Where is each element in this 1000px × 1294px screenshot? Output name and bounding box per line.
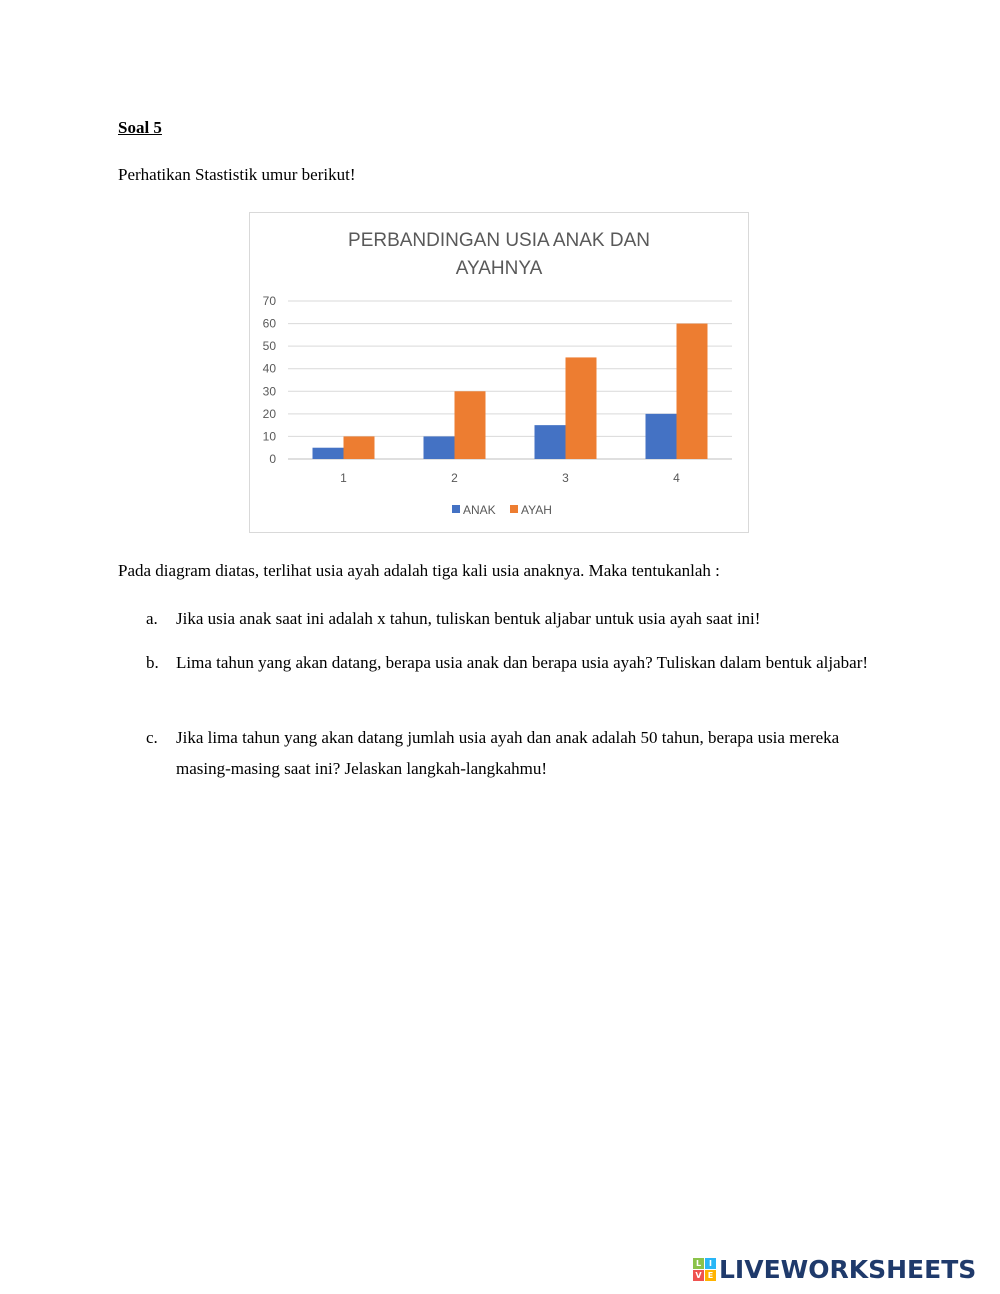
item-text: Jika lima tahun yang akan datang jumlah usia ayah dan anak adalah 50 tahun, berapa usia mereka masing-masing saat ini? Jelaskan langkah-langkahmu! [176, 728, 840, 778]
intro-text: Perhatikan Stastistik umur berikut! [118, 165, 356, 184]
logo-text: LIVEWORKSHEETS [719, 1254, 977, 1284]
legend-label-anak: ANAK [463, 503, 496, 517]
x-tick-label: 1 [340, 471, 347, 485]
y-tick-label: 20 [262, 406, 276, 421]
chart-canvas [250, 213, 748, 532]
chart-title: AYAHNYA [455, 258, 543, 279]
item-letter: c. [146, 728, 158, 747]
legend-swatch-ayah [510, 505, 518, 513]
y-tick-label: 70 [262, 294, 276, 308]
logo-mark-tile: L [693, 1258, 704, 1269]
item-letter: a. [146, 609, 158, 628]
bar-anak [424, 436, 455, 459]
liveworksheets-logo-icon [693, 1258, 716, 1281]
item-text: Jika usia anak saat ini adalah x tahun, tuliskan bentuk aljabar untuk usia ayah saat ini! [176, 609, 761, 628]
x-tick-label: 2 [451, 471, 458, 485]
liveworksheets-logo [693, 1256, 976, 1282]
bar-ayah [566, 357, 597, 459]
bar-ayah [677, 324, 708, 459]
logo-mark-tile: V [693, 1270, 704, 1281]
legend-label-ayah: AYAH [521, 503, 552, 517]
logo-mark-tile: I [705, 1258, 716, 1269]
chart-title: PERBANDINGAN USIA ANAK DAN [348, 230, 650, 251]
bar-ayah [344, 436, 375, 459]
x-tick-label: 3 [562, 471, 569, 485]
bar-anak [646, 414, 677, 459]
legend-swatch-anak [452, 505, 460, 513]
y-tick-label: 40 [262, 361, 276, 376]
item-letter: b. [146, 653, 159, 672]
y-tick-label: 50 [262, 339, 276, 354]
y-tick-label: 30 [262, 384, 276, 399]
item-text: Lima tahun yang akan datang, berapa usia anak dan berapa usia ayah? Tuliskan dalam bentuk aljabar! [176, 653, 869, 672]
x-tick-label: 4 [673, 471, 680, 485]
bar-anak [313, 448, 344, 459]
exercise-heading: Soal 5 [118, 118, 162, 137]
y-tick-label: 0 [269, 452, 276, 466]
y-tick-label: 60 [262, 316, 276, 331]
logo-mark-tile: E [705, 1270, 716, 1281]
bar-ayah [455, 391, 486, 459]
question-text: Pada diagram diatas, terlihat usia ayah adalah tiga kali usia anaknya. Maka tentukanlah : [118, 561, 720, 580]
bar-chart [249, 212, 749, 533]
y-tick-label: 10 [262, 429, 276, 444]
bar-anak [535, 425, 566, 459]
